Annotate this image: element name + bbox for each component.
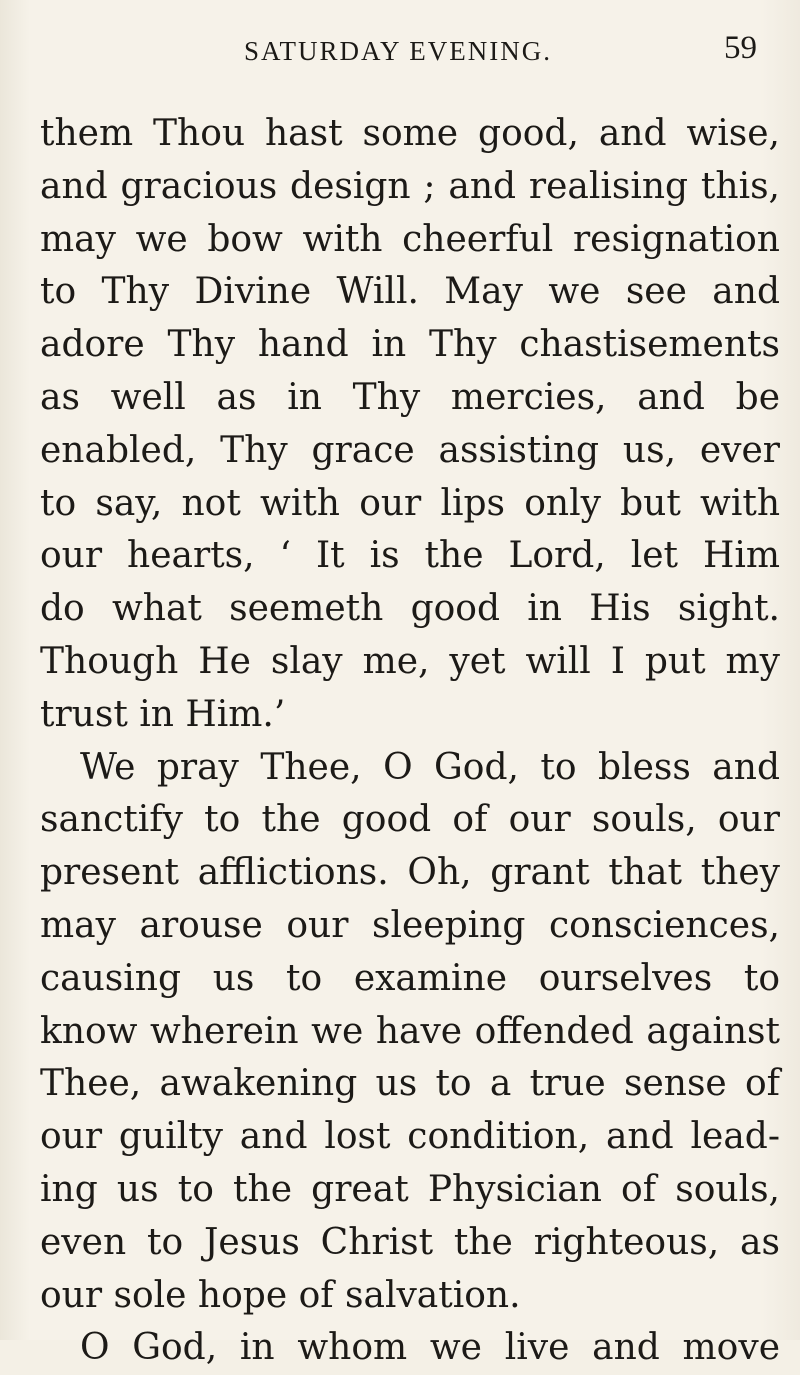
text-line: adore Thy hand in Thy chastisements — [40, 324, 780, 366]
text-line: to Thy Divine Will. May we see and — [40, 271, 780, 313]
text-line: Thee, awakening us to a true sense of — [40, 1063, 780, 1105]
text-line: our guilty and lost condition, and lead- — [40, 1116, 780, 1158]
text-line: causing us to examine ourselves to — [40, 957, 780, 999]
text-line: our hearts, ‘ It is the Lord, let Him — [40, 535, 780, 577]
text-line: trust in Him.’ — [40, 693, 286, 735]
text-line: may we bow with cheerful resignation — [40, 218, 780, 260]
text-line: ing us to the great Physician of souls, — [40, 1168, 780, 1210]
text-line: even to Jesus Christ the righteous, as — [40, 1221, 780, 1263]
text-line: our sole hope of salvation. — [40, 1274, 521, 1316]
text-line: enabled, Thy grace assisting us, ever — [40, 429, 780, 471]
text-line: sanctify to the good of our souls, our — [40, 799, 780, 841]
text-line: know wherein we have offended against — [40, 1010, 780, 1052]
text-line: Though He slay me, yet will I put my — [40, 640, 780, 682]
text-line: to say, not with our lips only but with — [40, 482, 780, 524]
text-line: and gracious design ; and realising this, — [40, 165, 780, 207]
text-line: may arouse our sleeping consciences, — [40, 904, 780, 946]
running-head — [0, 30, 800, 90]
text-line: as well as in Thy mercies, and be — [40, 376, 780, 418]
page-number: 59 — [724, 30, 757, 66]
body-text — [40, 108, 780, 1375]
text-line: present afflictions. Oh, grant that they — [40, 852, 780, 894]
text-line: O God, in whom we live and move — [80, 1327, 780, 1369]
running-head-title: SATURDAY EVENING. — [244, 36, 553, 66]
text-line: do what seemeth good in His sight. — [40, 588, 780, 630]
text-line: them Thou hast some good, and wise, — [40, 113, 780, 154]
text-line: We pray Thee, O God, to bless and — [80, 746, 780, 788]
